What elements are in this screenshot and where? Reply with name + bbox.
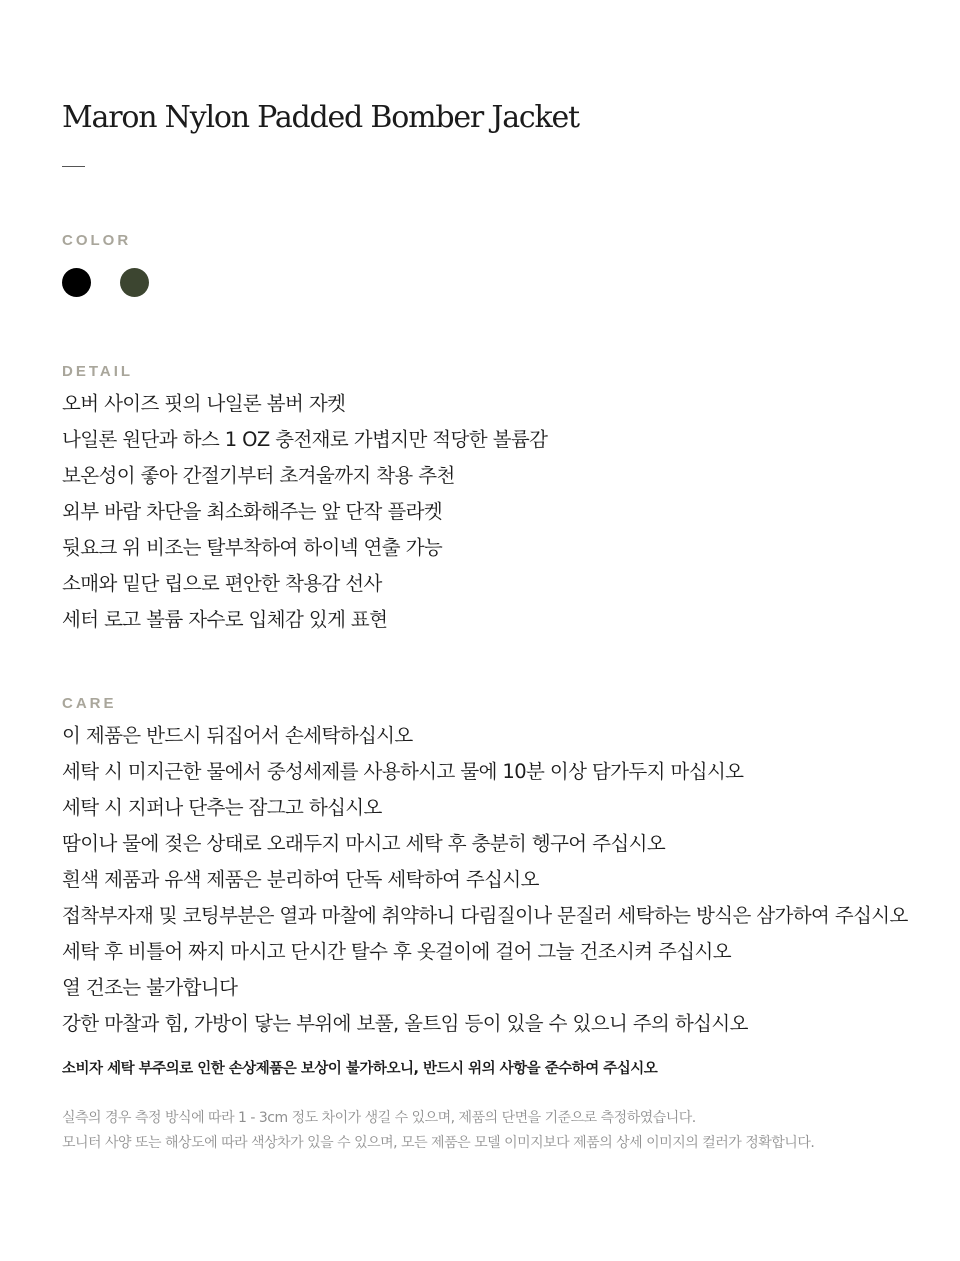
care-line: 세탁 시 지퍼나 단추는 잠그고 하십시오 xyxy=(62,796,382,819)
detail-line: 나일론 원단과 하스 1 OZ 충전재로 가볍지만 적당한 볼륨감 xyxy=(62,428,548,451)
care-line: 세탁 후 비틀어 짜지 마시고 단시간 탈수 후 옷걸이에 걸어 그늘 건조시켜 주십시오 xyxy=(62,940,732,963)
color-swatch-olive[interactable] xyxy=(120,268,149,297)
detail-line: 세터 로고 볼륨 자수로 입체감 있게 표현 xyxy=(62,608,388,631)
care-line: 강한 마찰과 힘, 가방이 닿는 부위에 보풀, 올트임 등이 있을 수 있으니 주의 하십시오 xyxy=(62,1012,748,1035)
care-line: 세탁 시 미지근한 물에서 중성세제를 사용하시고 물에 10분 이상 담가두지 마십시오 xyxy=(62,760,744,783)
detail-line: 소매와 밑단 립으로 편안한 착용감 선사 xyxy=(62,572,382,595)
product-title: Maron Nylon Padded Bomber Jacket xyxy=(62,100,579,135)
care-list xyxy=(62,718,908,1042)
detail-section-label: DETAIL xyxy=(62,363,134,380)
title-divider xyxy=(62,166,85,167)
care-notice: 소비자 세탁 부주의로 인한 손상제품은 보상이 불가하오니, 반드시 위의 사항을 준수하여 주십시오 xyxy=(62,1061,658,1077)
care-line: 열 건조는 불가합니다 xyxy=(62,976,238,999)
detail-line: 외부 바람 차단을 최소화해주는 앞 단작 플라켓 xyxy=(62,500,443,523)
color-swatch-list xyxy=(62,268,149,297)
color-section-label: COLOR xyxy=(62,232,132,249)
detail-line: 보온성이 좋아 간절기부터 초겨울까지 착용 추천 xyxy=(62,464,455,487)
detail-line: 오버 사이즈 핏의 나일론 봄버 자켓 xyxy=(62,392,346,415)
care-line: 이 제품은 반드시 뒤집어서 손세탁하십시오 xyxy=(62,724,413,747)
fine-print-notes xyxy=(62,1106,814,1156)
detail-line: 뒷요크 위 비조는 탈부착하여 하이넥 연출 가능 xyxy=(62,536,443,559)
color-accuracy-note: 모니터 사양 또는 해상도에 따라 색상차가 있을 수 있으며, 모든 제품은 모델 이미지보다 제품의 상세 이미지의 컬러가 정확합니다. xyxy=(62,1135,815,1151)
care-line: 흰색 제품과 유색 제품은 분리하여 단독 세탁하여 주십시오 xyxy=(62,868,539,891)
care-line: 접착부자재 및 코팅부분은 열과 마찰에 취약하니 다림질이나 문질러 세탁하는 방식은 삼가하여 주십시오 xyxy=(62,904,908,927)
detail-list xyxy=(62,386,547,638)
measurement-note: 실측의 경우 측정 방식에 따라 1 - 3cm 정도 차이가 생길 수 있으며, 제품의 단면을 기준으로 측정하였습니다. xyxy=(62,1110,696,1126)
care-section-label: CARE xyxy=(62,695,117,712)
color-swatch-black[interactable] xyxy=(62,268,91,297)
care-line: 땀이나 물에 젖은 상태로 오래두지 마시고 세탁 후 충분히 헹구어 주십시오 xyxy=(62,832,666,855)
